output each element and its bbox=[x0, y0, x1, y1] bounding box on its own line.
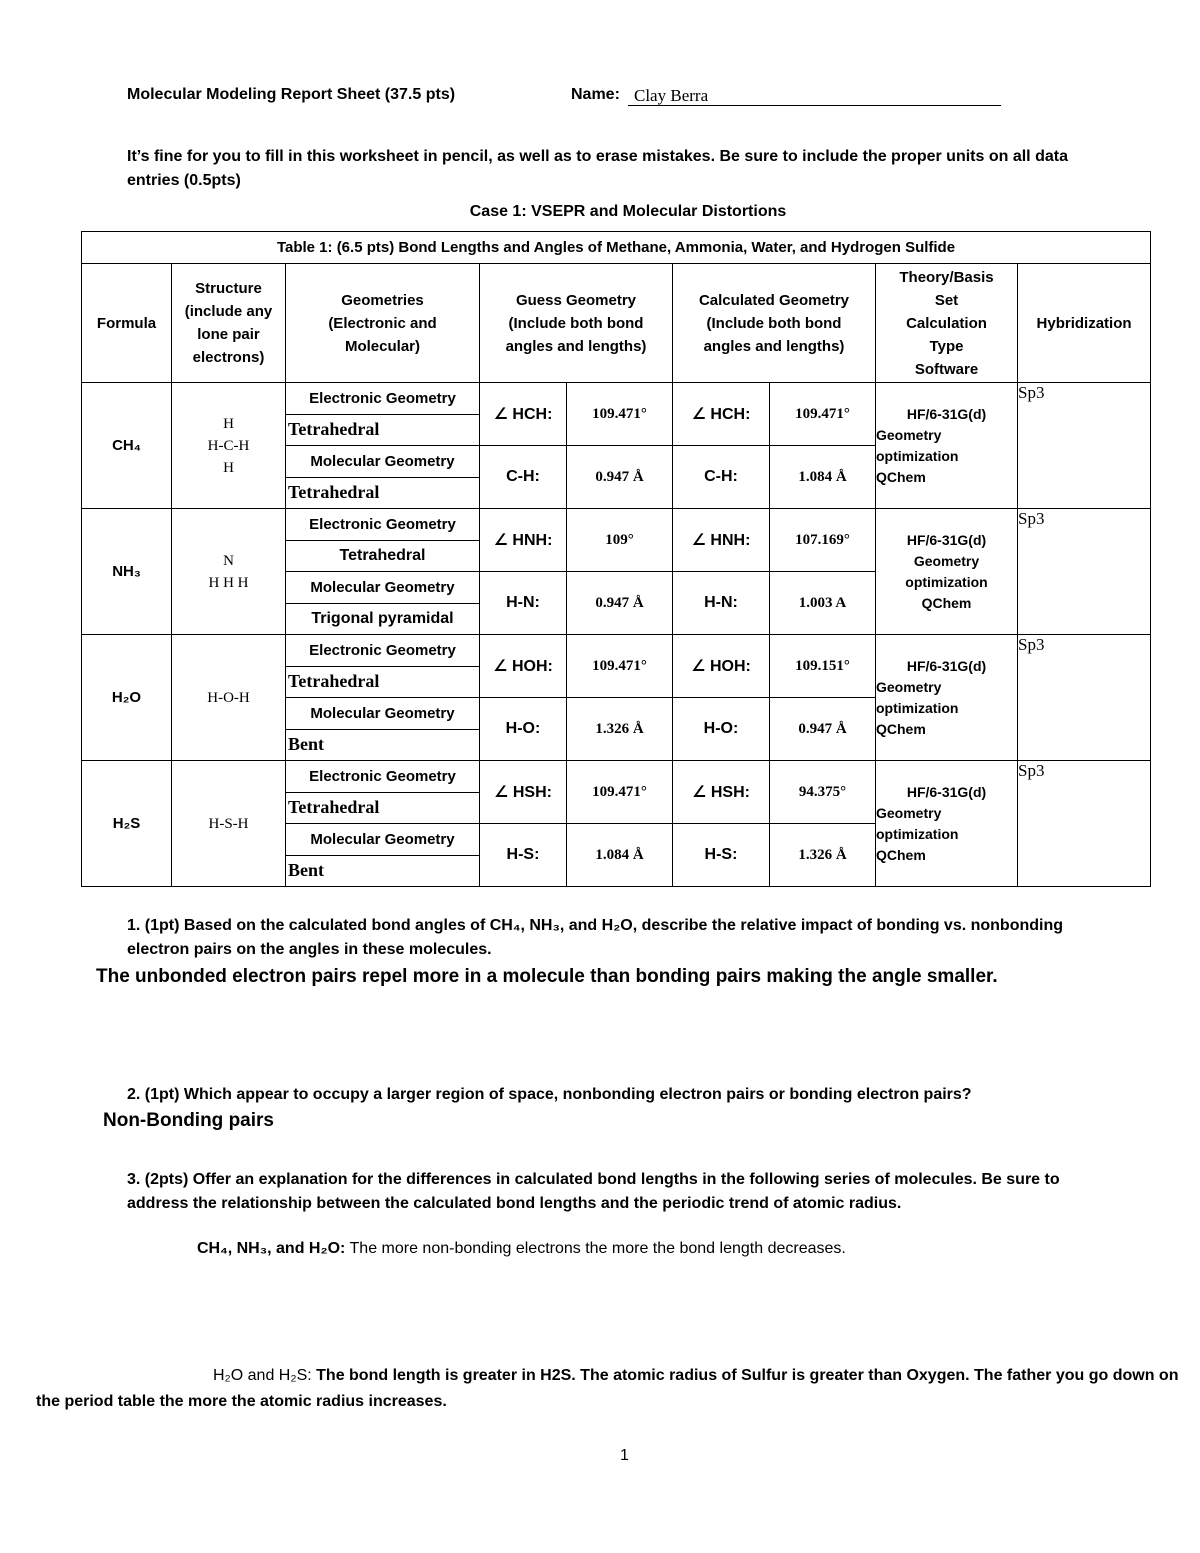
structure-cell bbox=[172, 761, 286, 887]
calc-angle: 94.375° bbox=[770, 761, 876, 824]
bond-label: H-S: bbox=[480, 824, 567, 887]
calc-length: 1.084 Å bbox=[770, 446, 876, 509]
geometry-label: Molecular Geometry bbox=[286, 572, 479, 604]
formula-cell: H₂S bbox=[82, 761, 172, 887]
theory-line: HF/6-31G(d) bbox=[906, 405, 987, 422]
case-title: Case 1: VSEPR and Molecular Distortions bbox=[469, 203, 787, 220]
theory-cell bbox=[876, 761, 1018, 887]
calc-angle: 109.151° bbox=[770, 635, 876, 698]
geometry-value: Trigonal pyramidal bbox=[311, 609, 454, 627]
structure-line: H H H bbox=[208, 574, 249, 591]
theory-line: HF/6-31G(d) bbox=[906, 783, 987, 800]
guess-length: 0.947 Å bbox=[567, 446, 673, 509]
bond-label: H-S: bbox=[673, 824, 770, 887]
table-row bbox=[82, 635, 1151, 698]
structure-cell bbox=[172, 635, 286, 761]
col-calc: Calculated Geometry (Include both bond angles and lengths) bbox=[673, 264, 876, 383]
table-title: Table 1: (6.5 pts) Bond Lengths and Angles of Methane, Ammonia, Water, and Hydrogen Sulfide bbox=[82, 232, 1151, 264]
hybridization-cell: Sp3 bbox=[1018, 761, 1151, 887]
guess-length: 1.084 Å bbox=[567, 824, 673, 887]
geometry-value: Bent bbox=[288, 734, 324, 755]
col-hybridization: Hybridization bbox=[1018, 264, 1151, 383]
theory-line: Geometry bbox=[913, 552, 980, 569]
geometry-value: Tetrahedral bbox=[288, 419, 380, 440]
theory-cell bbox=[876, 383, 1018, 509]
question-text: (1pt) Based on the calculated bond angles of CH₄, NH₃, and H₂O, describe the relative impact of bonding vs. nonbonding electron pairs on the angles in these molecules. bbox=[127, 917, 1064, 958]
theory-line: optimization bbox=[876, 825, 959, 842]
guess-angle: 109.471° bbox=[567, 761, 673, 824]
theory-line: QChem bbox=[876, 846, 926, 863]
geometry-label: Electronic Geometry bbox=[286, 383, 479, 415]
calc-angle: 109.471° bbox=[770, 383, 876, 446]
molecular-geometry-cell bbox=[286, 572, 480, 635]
bond-label: H-N: bbox=[673, 572, 770, 635]
angle-label: ∠ HNH: bbox=[480, 509, 567, 572]
question-text: (2pts) Offer an explanation for the differences in calculated bond lengths in the following series of molecules. Be sure to address the relationship between the calculated bond lengths and the periodic trend of atomic radius. bbox=[127, 1171, 1060, 1212]
instructions: It’s fine for you to fill in this worksheet in pencil, as well as to erase mistakes. Be sure to include the proper units on all data entries (0.5pts) bbox=[127, 148, 1068, 189]
theory-line: HF/6-31G(d) bbox=[906, 531, 987, 548]
angle-label: ∠ HCH: bbox=[673, 383, 770, 446]
col-formula: Formula bbox=[82, 264, 172, 383]
question-number: 3. bbox=[127, 1171, 141, 1188]
answer-3b[interactable] bbox=[36, 1363, 1200, 1415]
answer-2[interactable]: Non-Bonding pairs bbox=[103, 1110, 274, 1131]
bond-label: H-O: bbox=[480, 698, 567, 761]
col-guess: Guess Geometry (Include both bond angles and lengths) bbox=[480, 264, 673, 383]
answer-3a-label: CH₄, NH₃, and H₂O: bbox=[197, 1240, 346, 1257]
structure-line: H-C-H bbox=[207, 437, 250, 454]
hybridization-cell: Sp3 bbox=[1018, 509, 1151, 635]
geometry-value: Tetrahedral bbox=[288, 671, 380, 692]
geometry-label: Molecular Geometry bbox=[286, 698, 479, 730]
calc-length: 1.003 A bbox=[770, 572, 876, 635]
geometry-label: Molecular Geometry bbox=[286, 824, 479, 856]
question-text: (1pt) Which appear to occupy a larger region of space, nonbonding electron pairs or bonding electron pairs? bbox=[144, 1086, 972, 1103]
table-row bbox=[82, 383, 1151, 446]
geometry-label: Electronic Geometry bbox=[286, 761, 479, 793]
question-2 bbox=[127, 1083, 1117, 1107]
structure-line: H bbox=[223, 415, 234, 432]
electronic-geometry-cell bbox=[286, 509, 480, 572]
molecular-geometry-cell bbox=[286, 824, 480, 887]
answer-3a-text: The more non-bonding electrons the more the bond length decreases. bbox=[349, 1240, 846, 1257]
geometry-label: Electronic Geometry bbox=[286, 509, 479, 541]
question-1 bbox=[127, 914, 1117, 962]
molecular-geometry-cell bbox=[286, 698, 480, 761]
guess-angle: 109.471° bbox=[567, 635, 673, 698]
geometry-label: Electronic Geometry bbox=[286, 635, 479, 667]
theory-line: optimization bbox=[905, 573, 988, 590]
theory-line: optimization bbox=[876, 447, 959, 464]
calc-angle: 107.169° bbox=[770, 509, 876, 572]
angle-label: ∠ HSH: bbox=[673, 761, 770, 824]
bond-label: H-O: bbox=[673, 698, 770, 761]
geometry-value: Bent bbox=[288, 860, 324, 881]
bond-label: C-H: bbox=[480, 446, 567, 509]
theory-line: optimization bbox=[876, 699, 959, 716]
formula-cell: NH₃ bbox=[82, 509, 172, 635]
structure-line: H bbox=[223, 459, 234, 476]
angle-label: ∠ HOH: bbox=[673, 635, 770, 698]
geometry-label: Molecular Geometry bbox=[286, 446, 479, 478]
table-row bbox=[82, 761, 1151, 824]
structure-cell bbox=[172, 509, 286, 635]
theory-cell bbox=[876, 635, 1018, 761]
page-number: 1 bbox=[620, 1447, 629, 1464]
hybridization-cell: Sp3 bbox=[1018, 635, 1151, 761]
angle-label: ∠ HCH: bbox=[480, 383, 567, 446]
table-row bbox=[82, 509, 1151, 572]
theory-line: QChem bbox=[876, 720, 926, 737]
structure-line: H-S-H bbox=[208, 815, 249, 832]
bond-label: H-N: bbox=[480, 572, 567, 635]
angle-label: ∠ HSH: bbox=[480, 761, 567, 824]
geometry-value: Tetrahedral bbox=[288, 482, 380, 503]
calc-length: 1.326 Å bbox=[770, 824, 876, 887]
electronic-geometry-cell bbox=[286, 383, 480, 446]
hybridization-cell: Sp3 bbox=[1018, 383, 1151, 509]
col-structure: Structure (include any lone pair electrons) bbox=[172, 264, 286, 383]
bond-label: C-H: bbox=[673, 446, 770, 509]
col-geometries: Geometries (Electronic and Molecular) bbox=[286, 264, 480, 383]
angle-label: ∠ HNH: bbox=[673, 509, 770, 572]
question-3 bbox=[127, 1168, 1117, 1216]
structure-cell bbox=[172, 383, 286, 509]
electronic-geometry-cell bbox=[286, 635, 480, 698]
structure-line: H-O-H bbox=[207, 689, 250, 706]
answer-3b-text: The bond length is greater in H2S. The atomic radius of Sulfur is greater than Oxygen. The father you go down on the period table the more the atomic radius increases. bbox=[36, 1367, 1179, 1410]
theory-line: HF/6-31G(d) bbox=[906, 657, 987, 674]
guess-angle: 109.471° bbox=[567, 383, 673, 446]
data-table bbox=[81, 231, 1151, 887]
theory-line: QChem bbox=[921, 594, 972, 611]
molecular-geometry-cell bbox=[286, 446, 480, 509]
theory-line: Geometry bbox=[876, 678, 942, 695]
theory-cell bbox=[876, 509, 1018, 635]
guess-length: 0.947 Å bbox=[567, 572, 673, 635]
geometry-value: Tetrahedral bbox=[339, 546, 426, 564]
answer-3a[interactable] bbox=[197, 1240, 846, 1258]
structure-line: N bbox=[223, 552, 234, 569]
theory-line: Geometry bbox=[876, 804, 942, 821]
formula-cell: CH₄ bbox=[82, 383, 172, 509]
col-theory: Theory/Basis Set Calculation Type Software bbox=[876, 264, 1018, 383]
guess-length: 1.326 Å bbox=[567, 698, 673, 761]
question-number: 2. bbox=[127, 1086, 141, 1103]
answer-3b-label: H₂O and H₂S: bbox=[213, 1367, 312, 1384]
guess-angle: 109° bbox=[567, 509, 673, 572]
name-field[interactable]: Clay Berra bbox=[628, 86, 1001, 106]
angle-label: ∠ HOH: bbox=[480, 635, 567, 698]
theory-line: Geometry bbox=[876, 426, 942, 443]
geometry-value: Tetrahedral bbox=[288, 797, 380, 818]
sheet-title: Molecular Modeling Report Sheet (37.5 pts) bbox=[127, 86, 456, 103]
answer-1[interactable]: The unbonded electron pairs repel more in a molecule than bonding pairs making the angle smaller. bbox=[96, 966, 998, 987]
theory-line: QChem bbox=[876, 468, 926, 485]
formula-cell: H₂O bbox=[82, 635, 172, 761]
question-number: 1. bbox=[127, 917, 141, 934]
electronic-geometry-cell bbox=[286, 761, 480, 824]
name-label: Name: bbox=[571, 86, 620, 103]
calc-length: 0.947 Å bbox=[770, 698, 876, 761]
